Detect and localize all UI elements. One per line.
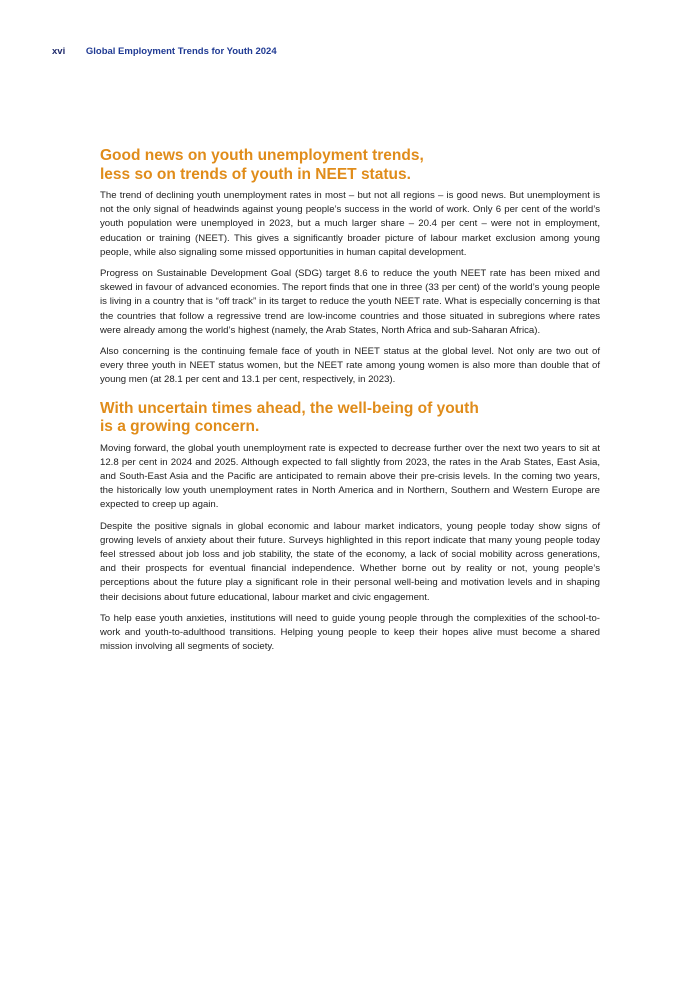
heading-line: is a growing concern. [100, 418, 260, 436]
heading-line: Good news on youth unemployment trends, [100, 147, 424, 164]
page-content [100, 147, 600, 661]
running-header [52, 46, 277, 57]
body-paragraph: Also concerning is the continuing female face of youth in NEET status at the global level. Not only are two out of every three youth in NEET status women, but the NEET rate among young women is also more than double that of young men (at 28.1 per cent and 13.1 per cent, respectively, in 2023). [100, 346, 600, 386]
page-number: xvi [52, 46, 66, 57]
section-heading-unemployment-trends [100, 147, 600, 184]
body-paragraph: Progress on Sustainable Development Goal (SDG) target 8.6 to reduce the youth NEET rate has been mixed and skewed in favour of advanced economies. The report finds that one in three (33 per cent) of the world’s young people is living in a country that is “off track” in its target to reduce the youth NEET rate. What is especially concerning is that the countries that follow a regressive trend are low-income countries and those situated in subregions where rates were already among the world’s highest (namely, the Arab States, North Africa and sub-Saharan Africa). [100, 268, 600, 336]
body-paragraph: The trend of declining youth unemployment rates in most – but not all regions – is good news. But unemployment is not the only signal of headwinds against young people’s success in the world of work. Only 6 per cent of the world’s youth population were unemployed in 2023, but a much larger share – 20.4 per cent – were not in employment, education or training (NEET). This gives a significantly broader picture of labour market exclusion among young people, while also signaling some missed opportunities in human capital development. [100, 190, 600, 258]
heading-line: less so on trends of youth in NEET status. [100, 165, 411, 183]
body-paragraph: To help ease youth anxieties, institutions will need to guide young people through the complexities of the school-to-work and youth-to-adulthood transitions. Helping young people to keep their hopes alive must become a shared mission involving all segments of society. [100, 612, 600, 653]
body-paragraph: Moving forward, the global youth unemployment rate is expected to decrease further over the next two years to sit at 12.8 per cent in 2024 and 2025. Although expected to fall slightly from 2023, the rates in the Arab States, East Asia, and South-East Asia and the Pacific are anticipated to remain above their pre-crisis levels. In the coming two years, the historically low youth unemployment rates in North America and in Northern, Southern and Western Europe are expected to creep up again. [100, 442, 600, 511]
section-heading-youth-wellbeing [100, 400, 600, 437]
document-title: Global Employment Trends for Youth 2024 [85, 46, 277, 57]
body-paragraph: Despite the positive signals in global economic and labour market indicators, young people today show signs of growing levels of anxiety about their future. Surveys highlighted in this report indicate that many young people today feel stressed about job loss and job stability, the state of the economy, a lack of social mobility across generations, and their prospects for eventual financial independence. Whether borne out by reality or not, young people’s perceptions about the future play a significant role in their personal well-being and motivation levels and in shaping their decisions about future educational, labour market and civic engagement. [100, 520, 600, 603]
heading-line: With uncertain times ahead, the well-being of youth [100, 399, 479, 417]
